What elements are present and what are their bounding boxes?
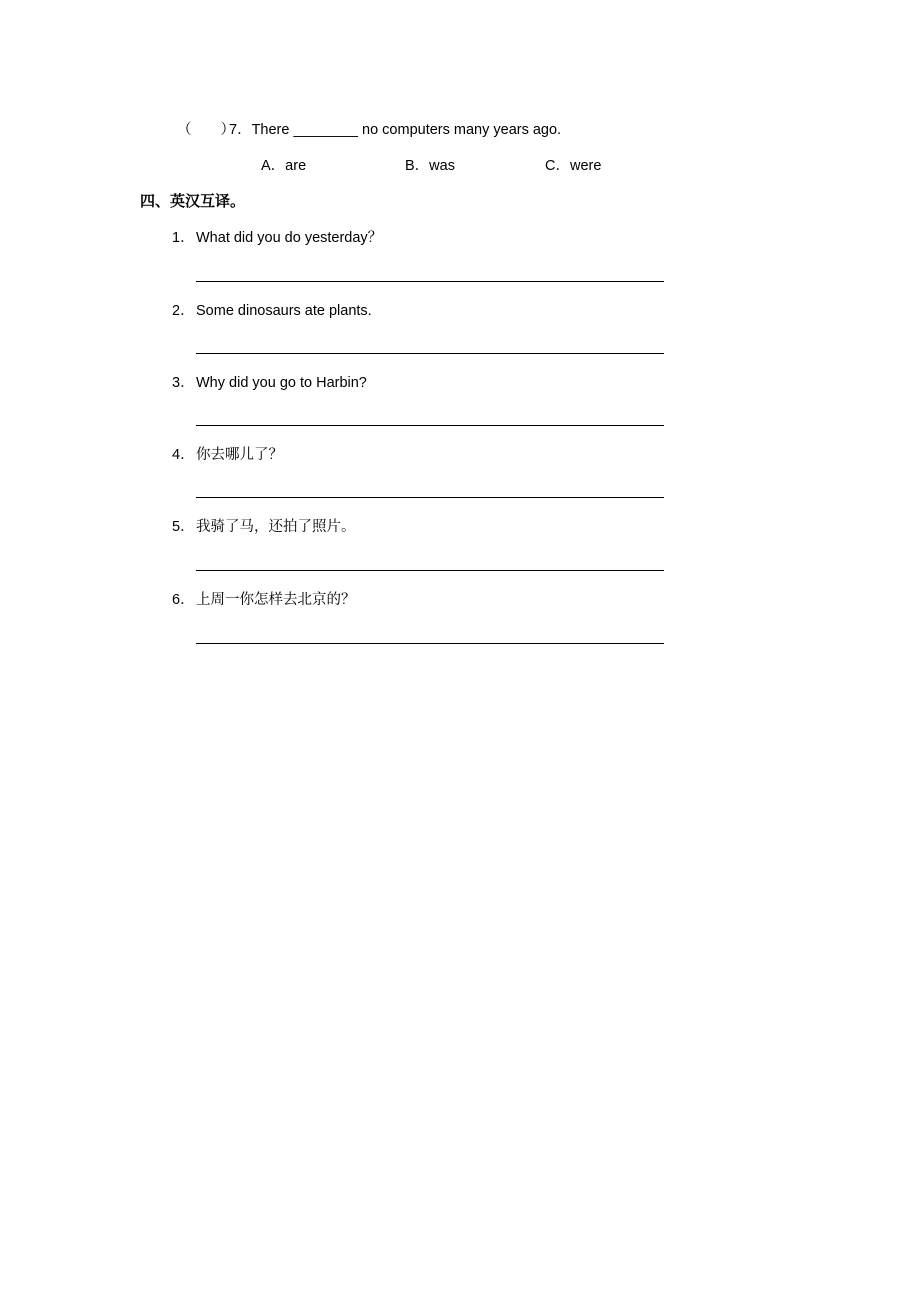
item-number: 3． [172, 375, 195, 391]
answer-line [196, 497, 664, 498]
answer-line [196, 281, 664, 282]
item-text: Some dinosaurs ate plants. [196, 303, 372, 319]
item-number: 5． [172, 519, 195, 535]
item-number: 1． [172, 230, 195, 246]
answer-line [196, 353, 664, 354]
item-number: 2． [172, 303, 195, 319]
item-text: 你去哪儿了？ [196, 447, 283, 463]
translation-item [172, 374, 367, 392]
translation-item [172, 446, 283, 464]
translation-item [172, 229, 382, 247]
translation-item [172, 591, 356, 609]
item-text: 我骑了马，还拍了照片。 [196, 519, 356, 535]
item-number: 4． [172, 447, 195, 463]
option-a: A．are [261, 158, 307, 174]
answer-line [196, 570, 664, 571]
answer-line [196, 643, 664, 644]
item-number: 6． [172, 592, 195, 608]
item-text: Why did you go to Harbin? [196, 375, 367, 391]
translation-item [172, 518, 356, 536]
option-c: C．were [545, 158, 602, 174]
question-7-text: 7．There ________ no computers many years ago. [229, 122, 562, 138]
section-title: 四、英汉互译。 [140, 193, 246, 210]
translation-item [172, 302, 372, 320]
item-text: 上周一你怎样去北京的？ [196, 592, 356, 608]
answer-parenthesis: （ ） [177, 122, 235, 138]
answer-line [196, 425, 664, 426]
item-text: What did you do yesterday？ [196, 230, 383, 246]
option-b: B．was [405, 158, 455, 174]
question-7 [177, 121, 561, 139]
